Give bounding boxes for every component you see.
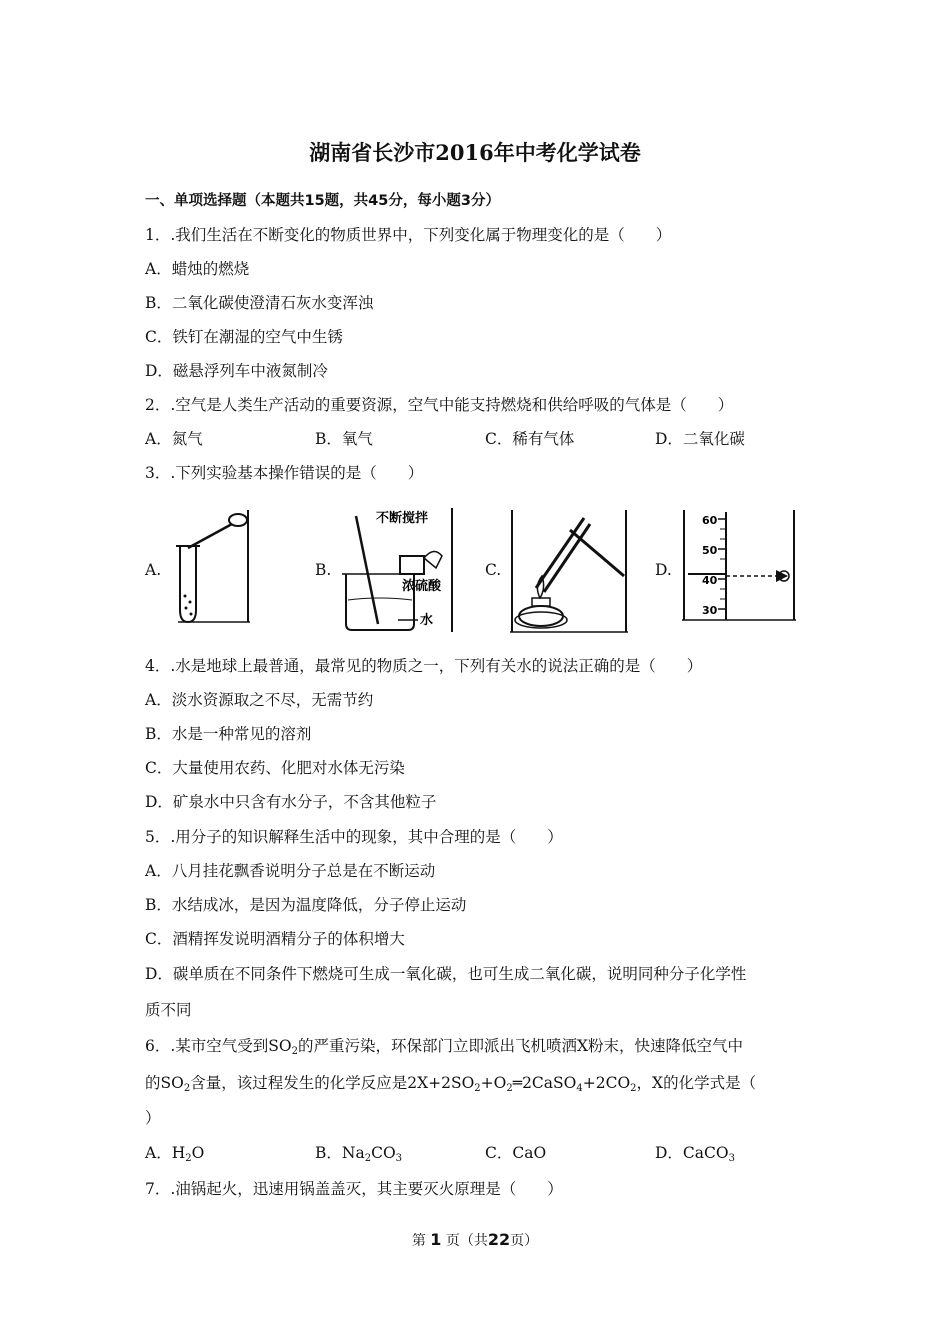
question-3-label-c: C. [485, 561, 502, 579]
question-6-stem-line3: ） [145, 1109, 161, 1127]
question-6-option-a: A．$H_2O$ [145, 1144, 205, 1164]
question-3-label-d: D. [655, 561, 672, 579]
section-heading: 一、单项选择题（本题共15题，共45分，每小题3分） [145, 193, 500, 209]
question-1-option-b: B．二氧化碳使澄清石灰水变浑浊 [145, 294, 374, 312]
question-2-option-b: B．氧气 [315, 430, 373, 448]
figure-a-test-tube [168, 506, 252, 626]
question-4-option-c: C．大量使用农药、化肥对水体无污染 [145, 759, 405, 777]
question-2-option-a: A．氮气 [145, 430, 203, 448]
question-3-stem: 3．.下列实验基本操作错误的是（ ） [145, 464, 424, 482]
page-title: 湖南省长沙市2016年中考化学试卷 [309, 140, 641, 165]
question-5-option-a: A．八月挂花飘香说明分子总是在不断运动 [145, 862, 436, 880]
question-5-stem: 5．.用分子的知识解释生活中的现象，其中合理的是（ ） [145, 828, 563, 846]
question-6-option-b: B．$Na_2CO_3$ [315, 1144, 403, 1164]
page-footer: 第 1 页（共22页） [411, 1230, 539, 1249]
figure-c-heating [508, 506, 630, 634]
question-3-label-a: A. [145, 561, 162, 579]
question-1-option-c: C．铁钉在潮湿的空气中生锈 [145, 328, 343, 346]
figure-b-label-water: 水 [420, 613, 434, 628]
figure-d-cylinder [680, 506, 798, 622]
question-6-option-d: D．CaCO$_3$ [655, 1144, 735, 1164]
question-6-stem-line2: 的$SO_2$含量，该过程发生的化学反应是$2X+2SO_2+O_2═2CaSO_4+2CO_2$，X的化学式是（ [145, 1074, 757, 1094]
figure-d-tick-50: 50 [702, 544, 718, 557]
question-7-stem: 7．.油锅起火，迅速用锅盖盖灭，其主要灭火原理是（ ） [145, 1180, 563, 1198]
page-total: 22 [487, 1230, 511, 1249]
question-5-option-d-line2: 质不同 [145, 1001, 192, 1019]
question-2-option-d: D．二氧化碳 [655, 430, 745, 448]
figure-b-label-stir: 不断搅拌 [376, 511, 429, 526]
figure-d-tick-30: 30 [702, 604, 718, 617]
question-1-stem: 1．.我们生活在不断变化的物质世界中，下列变化属于物理变化的是（ ） [145, 226, 672, 244]
question-2-stem: 2．.空气是人类生产活动的重要资源，空气中能支持燃烧和供给呼吸的气体是（ ） [145, 396, 734, 414]
question-6-stem-line1: 6．.某市空气受到$SO_2$的严重污染，环保部门立即派出飞机喷洒X粉末，快速降低空气中 [145, 1037, 744, 1057]
question-4-option-d: D．矿泉水中只含有水分子，不含其他粒子 [145, 793, 437, 811]
question-4-stem: 4．.水是地球上最普通，最常见的物质之一，下列有关水的说法正确的是（ ） [145, 657, 703, 675]
question-4-option-b: B．水是一种常见的溶剂 [145, 725, 312, 743]
question-6-option-c: C．CaO [485, 1144, 547, 1162]
figure-b-label-acid: 浓硫酸 [402, 579, 442, 594]
page-number: 1 [430, 1230, 442, 1249]
figure-d-tick-40: 40 [702, 574, 718, 587]
question-2-option-c: C．稀有气体 [485, 430, 575, 448]
question-5-option-c: C．酒精挥发说明酒精分子的体积增大 [145, 930, 405, 948]
question-3-label-b: B. [315, 561, 332, 579]
question-5-option-d-line1: D．碳单质在不同条件下燃烧可生成一氧化碳，也可生成二氧化碳，说明同种分子化学性 [145, 965, 747, 983]
figure-b-beaker [338, 506, 456, 634]
figure-d-tick-60: 60 [702, 514, 718, 527]
question-1-option-a: A．蜡烛的燃烧 [145, 260, 250, 278]
question-1-option-d: D．磁悬浮列车中液氮制冷 [145, 362, 328, 380]
question-5-option-b: B．水结成冰，是因为温度降低，分子停止运动 [145, 896, 467, 914]
question-4-option-a: A．淡水资源取之不尽，无需节约 [145, 691, 374, 709]
